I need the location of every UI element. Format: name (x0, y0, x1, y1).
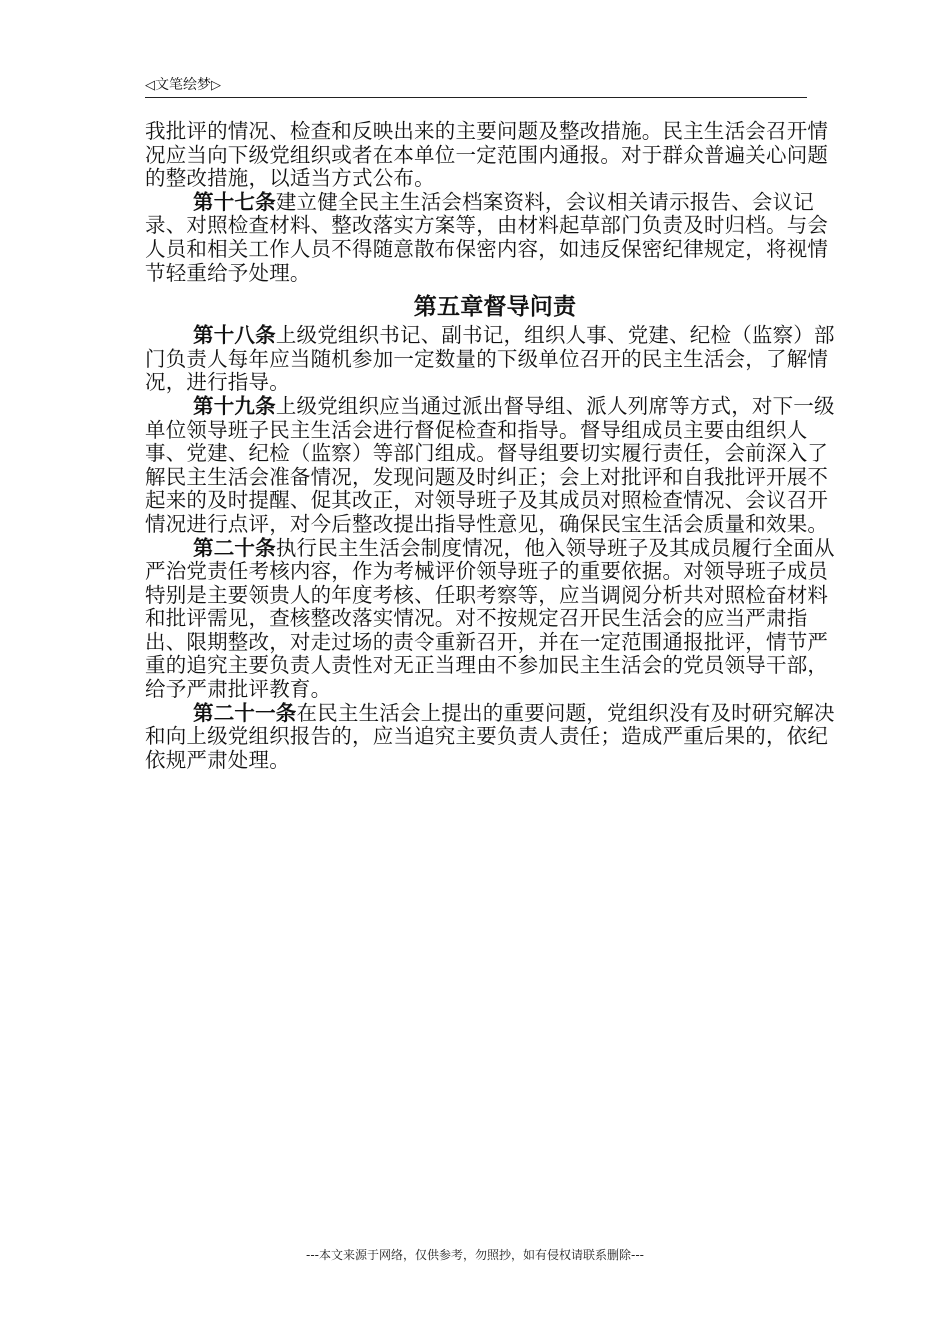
right-triangle-icon: ▷ (211, 78, 221, 93)
page-header (145, 74, 805, 96)
article-label: 第十七条 (193, 189, 276, 214)
chapter-heading: 第五章督导问责 (413, 294, 577, 321)
article-17 (145, 191, 845, 285)
article-19 (145, 395, 845, 537)
article-text: 执行民主生活会制度情况，他入领导班子及其成员履行全面从严治党责任考核内容，作为考械评价领导班子的重要依据。对领导班子成员特别是主要领贵人的年度考核、任职考察等，应当调阅分析共对照检奋材料和批评需见，查核整改落实情况。对不按规定召开民生活会的应当严肃指出、限期整改，对走过场的责令重新召开，并在一定范围通报批评，情节严重的追究主要负责人责性对无正当理由不参加民主生活会的党员领导干部，给予严肃批评教育。 (145, 535, 835, 702)
article-label: 第十九条 (193, 393, 276, 418)
article-text: 上级党组织书记、副书记，组织人事、党建、纪检（监察）部门负责人每年应当随机参加一定数量的下级单位召开的民主生活会，了解情况，进行指导。 (145, 323, 835, 395)
left-triangle-icon: ◁ (145, 78, 155, 93)
article-21 (145, 702, 845, 773)
article-18 (145, 324, 845, 395)
article-20 (145, 537, 845, 702)
page-footer: ---本文来源于网络，仅供参考，勿照抄，如有侵权请联系删除--- (306, 1248, 644, 1262)
document-body (145, 120, 845, 772)
article-text: 在民主生活会上提出的重要问题，党组织没有及时研究解决和向上级党组织报告的，应当追究主要负责人责任；造成严重后果的，依纪依规严肃处理。 (145, 700, 835, 772)
article-text: 建立健全民主生活会档案资料，会议相关请示报告、会议记录、对照检查材料、整改落实方案等，由材料起草部门负责及时归档。与会人员和相关工作人员不得随意散布保密内容，如违反保密纪律规定，将视情节轻重给予处理。 (145, 189, 829, 285)
article-text: 上级党组织应当通过派出督导组、派人列席等方式，对下一级单位领导班子民主生活会进行督促检查和指导。督导组成员主要由组织人事、党建、纪检（监察）等部门组成。督导组要切实履行责任，会前深入了解民主生活会准备情况，发现问题及时纠正；会上对批评和自我批评开展不起来的及时提醒、促其改正，对领导班子及其成员对照检查情况、会议召开情况进行点评，对今后整改提出指导性意见，确保民宝生活会质量和效果。 (145, 393, 835, 536)
header-rule (145, 97, 807, 98)
article-label: 第二十条 (193, 535, 276, 560)
article-label: 第十八条 (193, 323, 276, 348)
header-title: 文笔绘梦 (155, 77, 211, 93)
article-label: 第二十一条 (193, 700, 297, 725)
paragraph-continued: 我批评的情况、检查和反映出来的主要问题及整改措施。民主生活会召开情况应当向下级党组织或者在本单位一定范围内通报。对于群众普遍关心问题的整改措施，以适当方式公布。 (145, 119, 829, 191)
